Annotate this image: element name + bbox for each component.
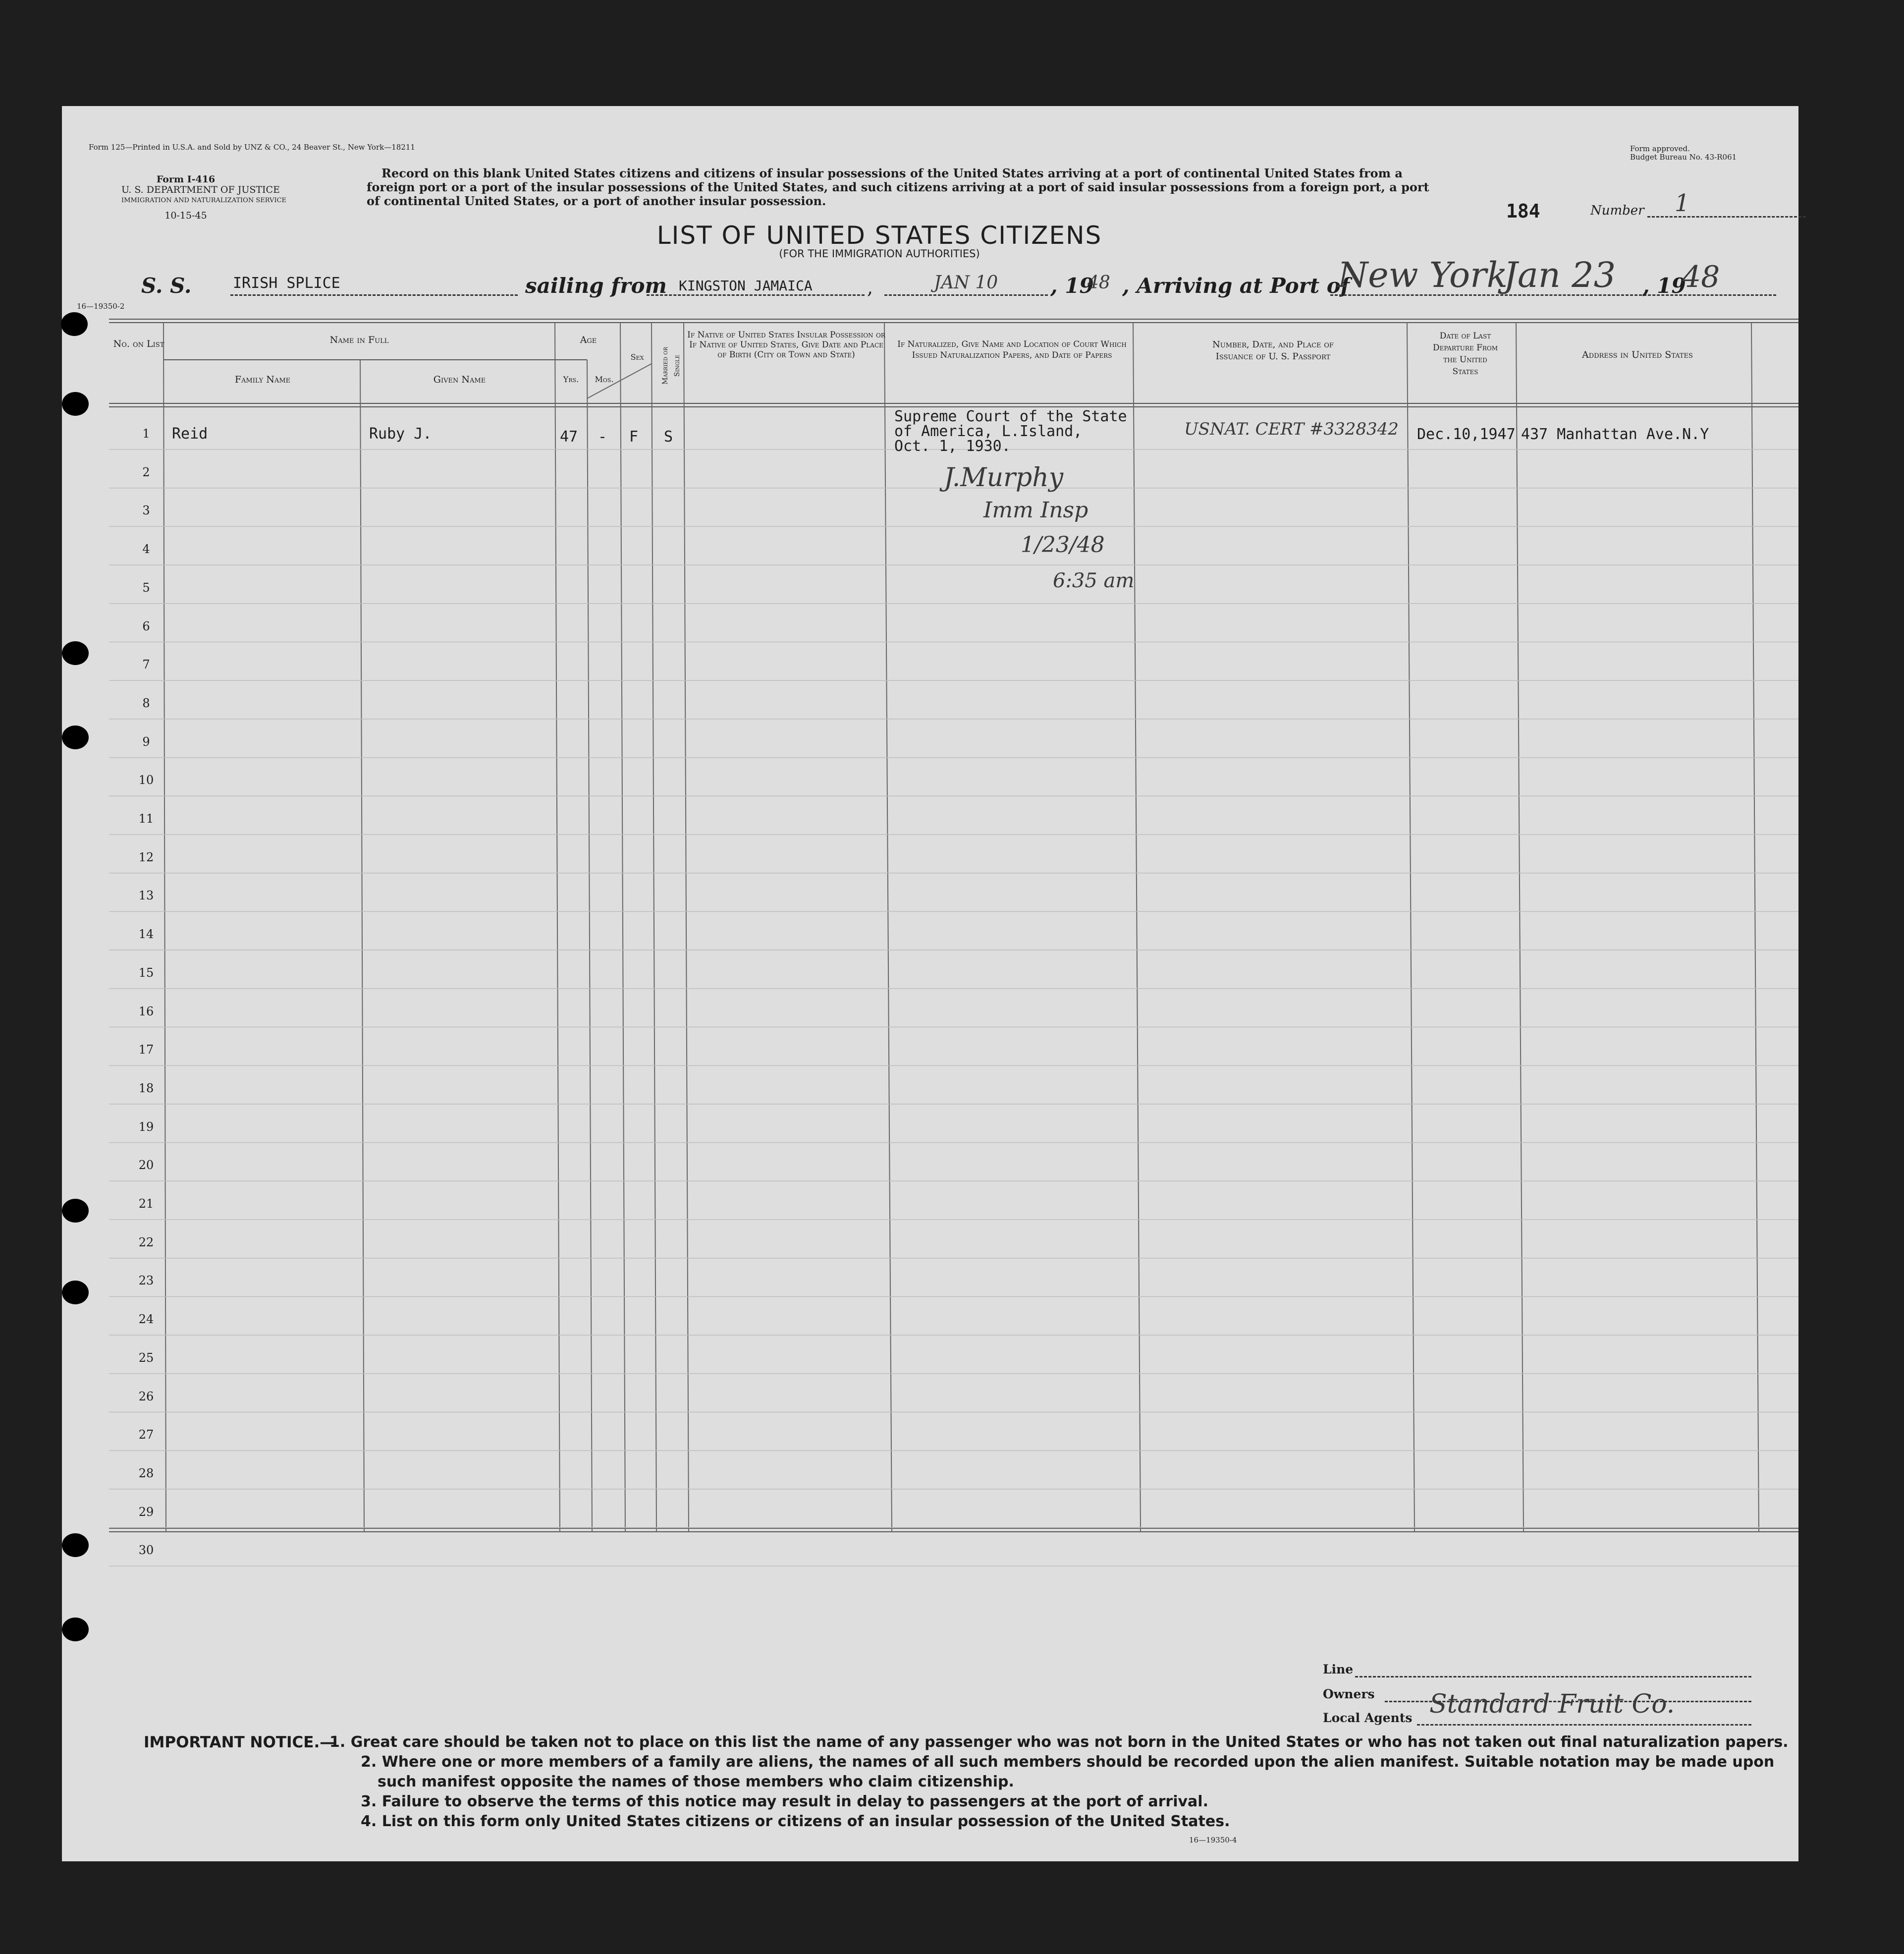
instruction-line: foreign port or a port of the insular possessions of the United States, and such citizens arriving at a port of said insular possessions from a foreign port, a port xyxy=(367,180,1429,194)
arrival-port: New York xyxy=(1338,255,1508,295)
inspector-title: Imm Insp xyxy=(983,498,1088,523)
row-number: 3 xyxy=(142,503,150,518)
entry-given-name: Ruby J. xyxy=(369,425,432,443)
notice-heading: IMPORTANT NOTICE.— xyxy=(144,1733,335,1751)
row-number: 11 xyxy=(138,812,154,826)
row-number: 8 xyxy=(142,696,150,710)
service: IMMIGRATION AND NATURALIZATION SERVICE xyxy=(121,197,287,204)
row-number: 18 xyxy=(138,1081,154,1095)
instruction-line: Record on this blank United States citizens and citizens of insular possessions of the United States arriving at a port of continental United States from a xyxy=(381,166,1403,180)
binding-hole xyxy=(62,1618,89,1641)
sail-year-prefix: , 19 xyxy=(1050,274,1094,298)
row-number: 13 xyxy=(138,889,154,903)
port-from: KINGSTON JAMAICA xyxy=(679,278,813,294)
entry-address: 437 Manhattan Ave.N.Y xyxy=(1521,426,1709,443)
row-number: 4 xyxy=(142,542,150,557)
row-number: 29 xyxy=(138,1505,154,1519)
form-id: Form I-416 xyxy=(156,174,216,185)
instruction-line: of continental United States, or a port of another insular possession. xyxy=(367,194,826,208)
arrival-year-suffix: 48 xyxy=(1682,260,1720,294)
entry-sex: F xyxy=(629,428,639,446)
row-number: 6 xyxy=(142,619,150,633)
col-naturalized: If Naturalized, Give Name and Location of Court Which Issued Naturalization Papers, and Date of Papers xyxy=(897,339,1127,360)
binding-hole xyxy=(62,1281,89,1304)
row-number: 20 xyxy=(138,1158,154,1172)
col-last-departure: Date of Last Departure From the United States xyxy=(1432,331,1498,377)
court-line: Supreme Court of the State xyxy=(894,408,1127,425)
col-sex: Sex xyxy=(630,352,644,362)
page-title: LIST OF UNITED STATES CITIZENS xyxy=(656,221,1102,250)
row-number: 28 xyxy=(138,1466,154,1480)
row-number: 23 xyxy=(138,1274,154,1288)
entry-court xyxy=(894,409,1127,454)
row-number: 30 xyxy=(138,1543,154,1558)
col-name-in-full: Name in Full xyxy=(329,335,389,345)
col-passport: Number, Date, and Place of Issuance of U. S. Passport xyxy=(1212,339,1334,362)
col-native: If Native of United States Insular Possession or If Native of United States, Give Date and Place of Birth (City or Town and State) xyxy=(687,330,885,360)
inspection-date: 1/23/48 xyxy=(1021,532,1105,558)
col-given-name: Given Name xyxy=(433,374,486,385)
inspector-signature: J.Murphy xyxy=(944,463,1064,493)
court-line: Oct. 1, 1930. xyxy=(894,438,1011,455)
row-number: 19 xyxy=(138,1119,154,1134)
sail-year-suffix: 48 xyxy=(1088,273,1110,293)
row-number: 14 xyxy=(138,927,154,942)
approval-line: Form approved. xyxy=(1630,144,1690,153)
sailing-from-label: sailing from xyxy=(525,274,667,298)
row-number: 9 xyxy=(142,734,150,749)
notice-item-4: 4. List on this form only United States citizens or citizens of an insular possession of the United States. xyxy=(361,1813,1230,1830)
row-number: 5 xyxy=(142,580,150,595)
notice-item-2b: such manifest opposite the names of those members who claim citizenship. xyxy=(378,1773,1014,1790)
row-number: 1 xyxy=(142,427,150,441)
row-number: 25 xyxy=(138,1350,154,1365)
binding-hole xyxy=(62,641,89,665)
entry-age-mos: - xyxy=(598,428,607,446)
row-number: 12 xyxy=(138,850,154,864)
table-grid xyxy=(62,106,1798,1861)
entry-marital: S xyxy=(664,428,673,446)
form-date: 10-15-45 xyxy=(164,210,207,221)
row-number: 24 xyxy=(138,1312,154,1327)
inspection-time: 6:35 am xyxy=(1053,569,1135,592)
number-label: Number xyxy=(1590,203,1644,218)
row-number: 16 xyxy=(138,1004,154,1018)
entry-passport: USNAT. CERT #3328342 xyxy=(1184,419,1399,439)
col-yrs: Yrs. xyxy=(563,375,579,384)
row-number: 2 xyxy=(142,465,150,479)
ss-label: S. S. xyxy=(141,274,192,298)
court-line: of America, L.Island, xyxy=(894,423,1083,440)
department: U. S. DEPARTMENT OF JUSTICE xyxy=(121,184,280,195)
comma: , xyxy=(867,277,873,298)
line-label: Line xyxy=(1323,1662,1354,1676)
side-code: 16—19350-2 xyxy=(77,302,125,311)
row-number: 7 xyxy=(142,658,150,672)
row-number: 26 xyxy=(138,1389,154,1403)
row-number: 15 xyxy=(138,965,154,980)
entry-departure: Dec.10,1947 xyxy=(1417,426,1516,443)
binding-hole xyxy=(61,312,88,336)
arriving-label: , Arriving at Port of xyxy=(1122,274,1350,298)
manifest-page xyxy=(62,106,1798,1861)
arrival-year-prefix: , 19 xyxy=(1642,274,1686,298)
notice-item-2a: 2. Where one or more members of a family are aliens, the names of all such members should be recorded upon the alien manifest. Suitable notation may be made upon xyxy=(361,1753,1775,1771)
col-age: Age xyxy=(580,335,597,345)
agents-underline xyxy=(1417,1723,1751,1726)
number-value: 1 xyxy=(1675,189,1690,217)
page-stamp: 184 xyxy=(1506,200,1540,222)
row-number: 17 xyxy=(138,1043,154,1057)
col-family-name: Family Name xyxy=(234,374,291,385)
binding-hole xyxy=(62,392,89,416)
agents-value: Standard Fruit Co. xyxy=(1429,1689,1675,1719)
row-number: 10 xyxy=(138,773,154,787)
row-number: 22 xyxy=(138,1235,154,1249)
line-underline xyxy=(1355,1675,1751,1677)
binding-hole xyxy=(62,1199,89,1223)
arriving-text: Arriving at Port of xyxy=(1137,274,1350,298)
row-number: 21 xyxy=(138,1197,154,1211)
printer-line: Form 125—Printed in U.S.A. and Sold by UNZ & CO., 24 Beaver St., New York—18211 xyxy=(89,143,415,152)
agents-label: Local Agents xyxy=(1323,1711,1413,1725)
col-no-on-list: No. on List xyxy=(113,338,164,349)
arrival-date: Jan 23 xyxy=(1504,255,1616,295)
col-address: Address in United States xyxy=(1582,349,1693,360)
bottom-code: 16—19350-4 xyxy=(1189,1836,1237,1844)
binding-hole xyxy=(62,1533,89,1557)
binding-hole xyxy=(62,726,89,749)
page-subtitle: (FOR THE IMMIGRATION AUTHORITIES) xyxy=(779,248,980,260)
owners-label: Owners xyxy=(1323,1687,1375,1701)
notice-item-1: 1. Great care should be taken not to place on this list the name of any passenger who was not born in the United States or who has not taken out final naturalization papers. xyxy=(329,1733,1789,1751)
row-number: 27 xyxy=(138,1428,154,1442)
col-mos: Mos. xyxy=(595,375,614,384)
entry-age-yrs: 47 xyxy=(560,428,578,446)
col-marital: Married or Single xyxy=(661,346,681,385)
ship-name: IRISH SPLICE xyxy=(233,275,340,292)
notice-item-3: 3. Failure to observe the terms of this notice may result in delay to passengers at the port of arrival. xyxy=(361,1793,1208,1810)
approval-line: Budget Bureau No. 43-R061 xyxy=(1630,153,1737,162)
sail-date: JAN 10 xyxy=(934,273,998,293)
entry-family-name: Reid xyxy=(172,425,208,443)
